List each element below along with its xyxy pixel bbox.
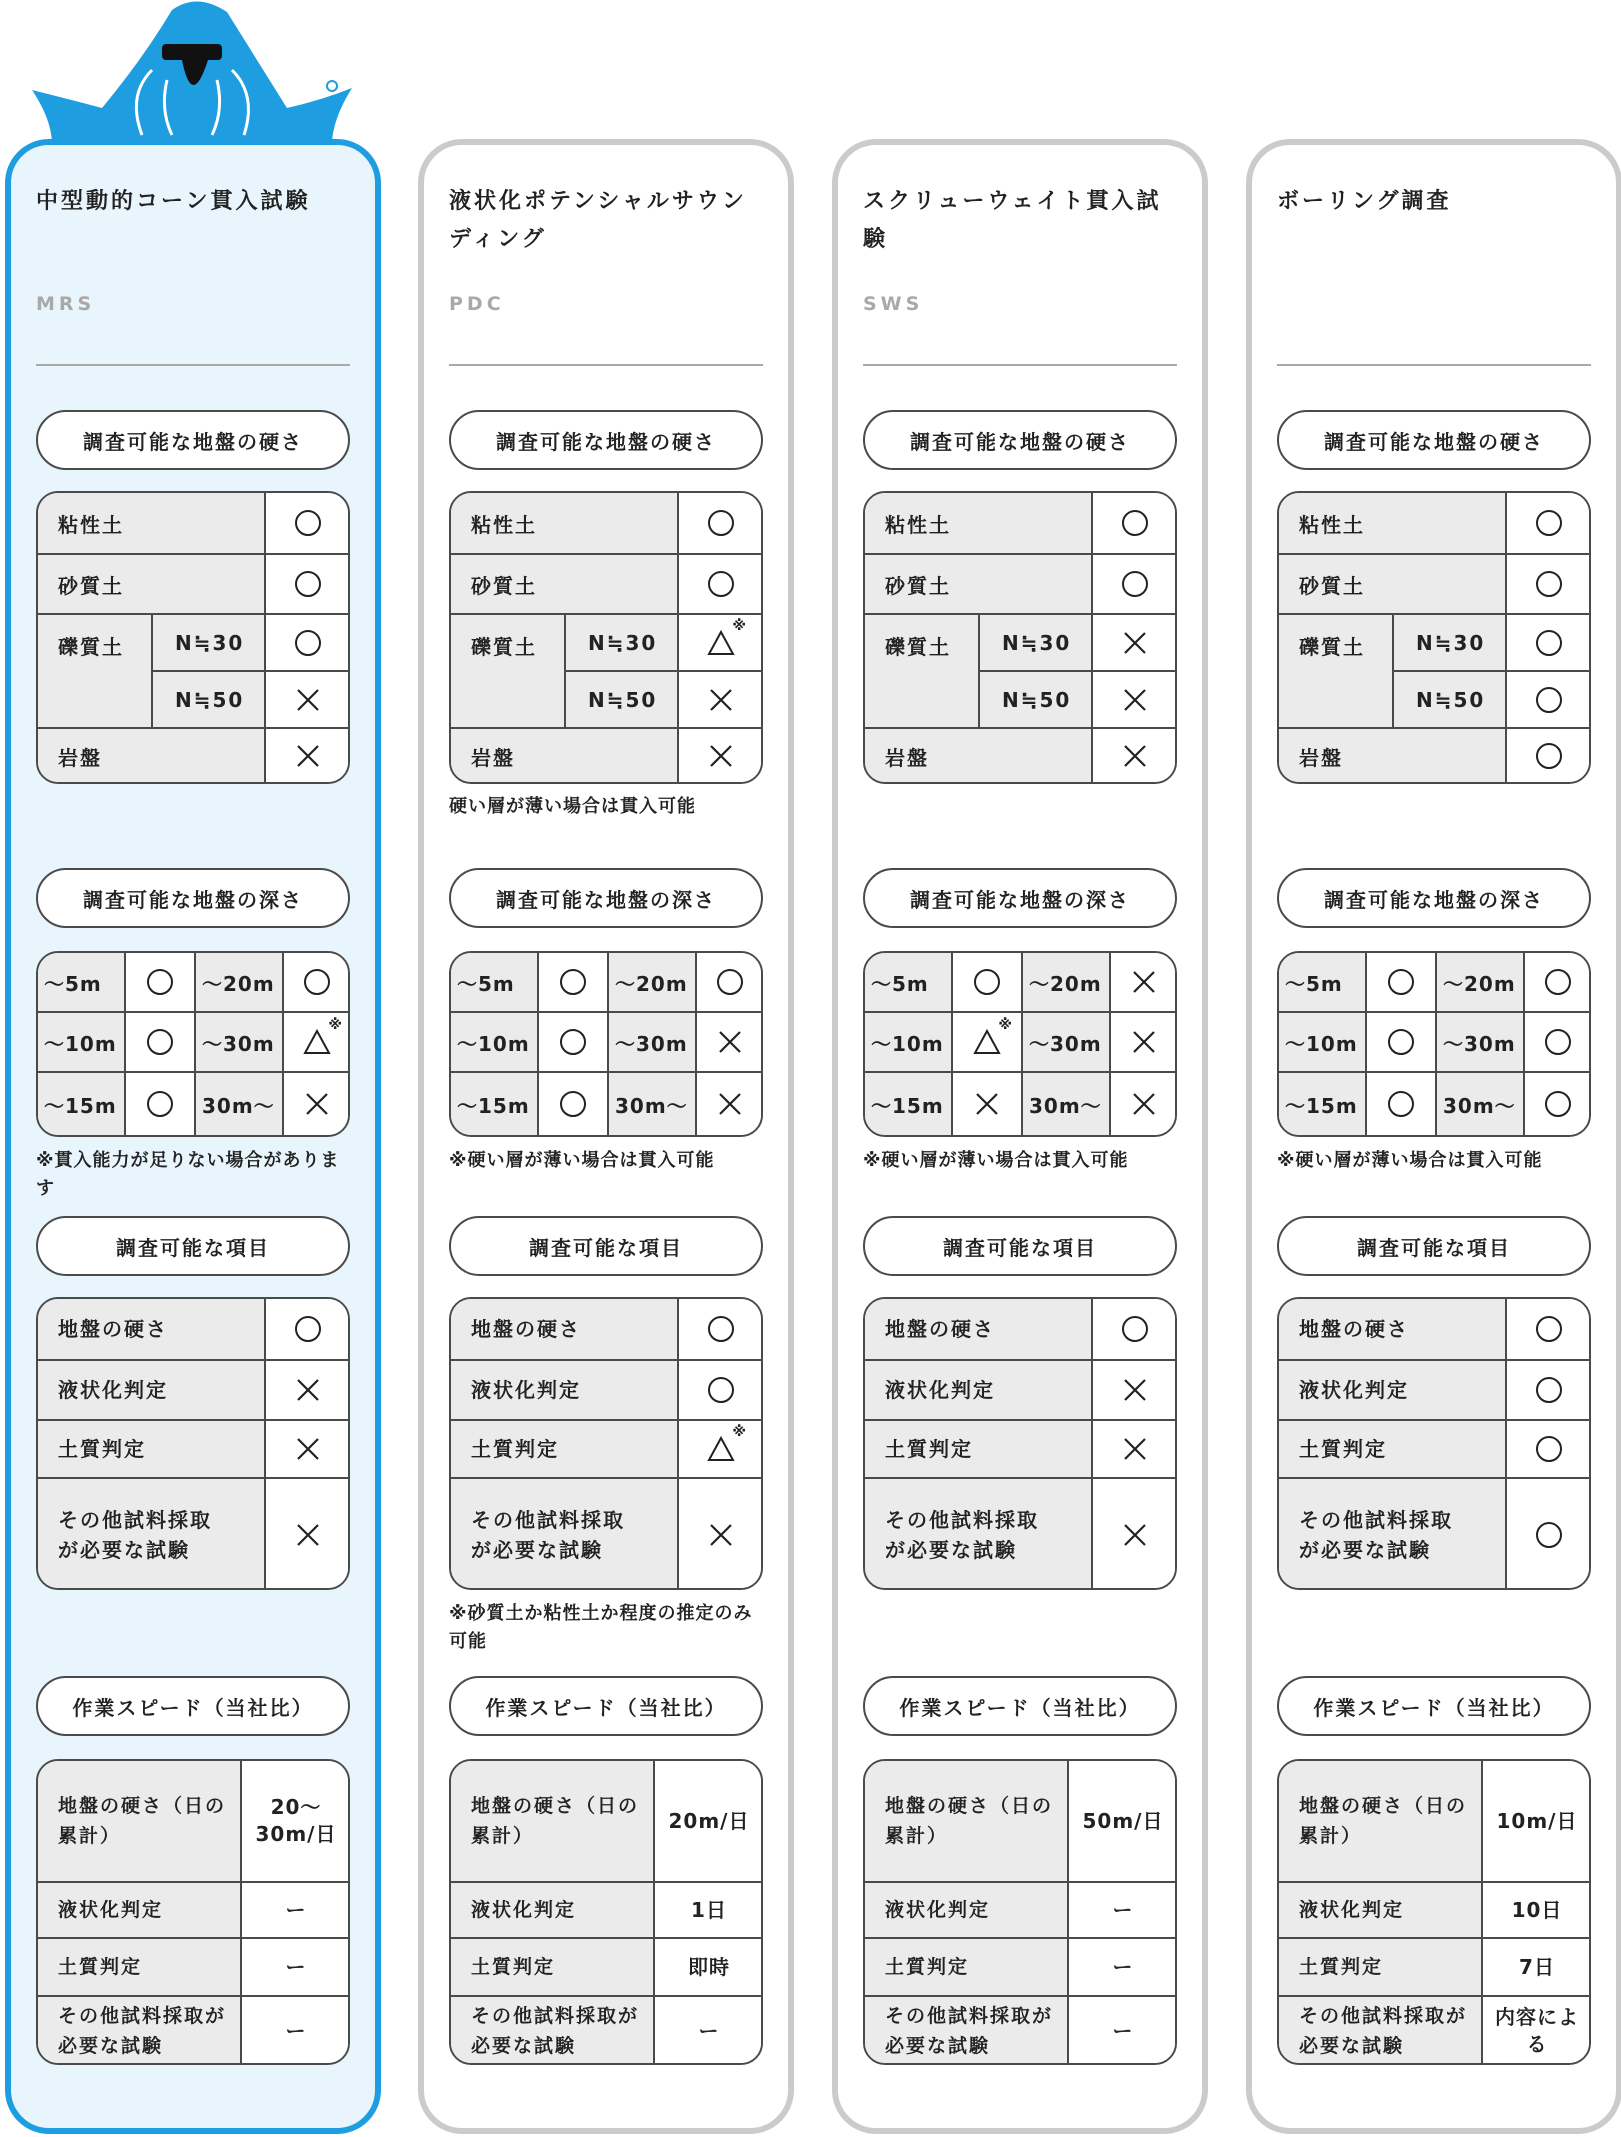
cross-icon (706, 1520, 736, 1550)
items-mark (1093, 1299, 1177, 1361)
items-mark (679, 1421, 763, 1479)
items-mark (679, 1299, 763, 1361)
depth-mark (697, 953, 763, 1013)
speed-table (1277, 1759, 1591, 2065)
depth-table (863, 951, 1177, 1137)
section-header-depth: 調査可能な地盤の深さ (449, 868, 763, 928)
speed-label: 液状化判定 (451, 1883, 655, 1939)
speed-value: ー (242, 1997, 350, 2065)
hardness-label-clay: 粘性土 (451, 493, 679, 555)
depth-label: 〜5m (451, 953, 539, 1013)
items-table (36, 1297, 350, 1590)
hardness-label-n50: N≒50 (566, 672, 679, 729)
cross-icon (293, 685, 323, 715)
items-label: 土質判定 (1279, 1421, 1507, 1479)
depth-mark (697, 1013, 763, 1073)
speed-label: その他試料採取が必要な試験 (1279, 1997, 1483, 2065)
hardness-mark-sand (1093, 555, 1177, 615)
divider (863, 364, 1177, 366)
hardness-mark-n50 (266, 672, 350, 729)
depth-label: 〜20m (609, 953, 697, 1013)
hardness-mark-rock (1507, 729, 1591, 783)
hardness-label-n30: N≒30 (1394, 615, 1507, 672)
hardness-table (1277, 491, 1591, 784)
hardness-label-sand: 砂質土 (38, 555, 266, 615)
speed-table (863, 1759, 1177, 2065)
depth-label: 〜5m (865, 953, 953, 1013)
method-title: 液状化ポテンシャルサウンディング (449, 189, 747, 252)
speed-value: ー (1069, 1997, 1177, 2065)
depth-mark (1525, 1073, 1591, 1135)
depth-mark (126, 1073, 196, 1135)
hardness-table (449, 491, 763, 784)
hardness-table (863, 491, 1177, 784)
hardness-mark-n50 (679, 672, 763, 729)
method-card[interactable] (418, 139, 794, 2134)
depth-mark (284, 953, 350, 1013)
circle-icon (293, 508, 323, 538)
circle-icon (1543, 1027, 1573, 1057)
depth-mark (539, 1013, 609, 1073)
section-header-speed: 作業スピード（当社比） (863, 1676, 1177, 1736)
depth-mark (1111, 1013, 1177, 1073)
hardness-label-clay: 粘性土 (865, 493, 1093, 555)
cross-icon (293, 741, 323, 771)
items-mark (1093, 1479, 1177, 1590)
depth-label: 〜10m (865, 1013, 953, 1073)
depth-label: 〜15m (451, 1073, 539, 1135)
depth-mark (126, 1013, 196, 1073)
cross-icon (706, 741, 736, 771)
items-mark (679, 1479, 763, 1590)
hardness-mark-clay (1507, 493, 1591, 555)
items-label: その他試料採取が必要な試験 (865, 1479, 1093, 1590)
section-header-depth: 調査可能な地盤の深さ (36, 868, 350, 928)
items-mark (266, 1361, 350, 1421)
circle-icon (302, 967, 332, 997)
speed-value: 20m/日 (655, 1761, 763, 1883)
method-code: SWS (863, 293, 924, 315)
depth-label: 〜30m (609, 1013, 697, 1073)
triangle-icon: ※ (972, 1027, 1002, 1057)
depth-mark (697, 1073, 763, 1135)
triangle-icon: ※ (706, 1434, 736, 1464)
items-label: 地盤の硬さ (1279, 1299, 1507, 1361)
section-header-hardness: 調査可能な地盤の硬さ (863, 410, 1177, 470)
depth-label: 〜20m (1023, 953, 1111, 1013)
depth-mark (1525, 1013, 1591, 1073)
items-mark (1507, 1479, 1591, 1590)
depth-mark (539, 1073, 609, 1135)
hardness-mark-n30 (266, 615, 350, 672)
speed-value: ー (655, 1997, 763, 2065)
hardness-label-n30: N≒30 (566, 615, 679, 672)
depth-label: 〜20m (1437, 953, 1525, 1013)
cross-icon (715, 1027, 745, 1057)
hardness-label-n50: N≒50 (1394, 672, 1507, 729)
circle-icon (1543, 1089, 1573, 1119)
circle-icon (1386, 1089, 1416, 1119)
items-label: 液状化判定 (865, 1361, 1093, 1421)
cross-icon (293, 1375, 323, 1405)
cross-icon (1120, 741, 1150, 771)
items-label: 液状化判定 (451, 1361, 679, 1421)
cross-icon (706, 685, 736, 715)
speed-label: 地盤の硬さ（日の累計） (865, 1761, 1069, 1883)
speed-value: 即時 (655, 1939, 763, 1997)
hardness-label-sand: 砂質土 (865, 555, 1093, 615)
hardness-mark-sand (1507, 555, 1591, 615)
items-label: 液状化判定 (38, 1361, 266, 1421)
depth-label: 30m〜 (1023, 1073, 1111, 1135)
hardness-label-clay: 粘性土 (38, 493, 266, 555)
cross-icon (1120, 628, 1150, 658)
hardness-label-n50: N≒50 (980, 672, 1093, 729)
hardness-mark-rock (679, 729, 763, 783)
speed-label: 液状化判定 (865, 1883, 1069, 1939)
speed-value: 20〜30m/日 (242, 1761, 350, 1883)
speed-value: 10m/日 (1483, 1761, 1591, 1883)
section-header-items: 調査可能な項目 (449, 1216, 763, 1276)
hardness-label-gravel: 礫質土 (1279, 615, 1394, 729)
items-mark (1093, 1421, 1177, 1479)
circle-icon (558, 1089, 588, 1119)
speed-label: 土質判定 (38, 1939, 242, 1997)
depth-label: 30m〜 (609, 1073, 697, 1135)
items-mark (679, 1361, 763, 1421)
method-code: PDC (449, 293, 505, 315)
section-header-depth: 調査可能な地盤の深さ (863, 868, 1177, 928)
items-label: 地盤の硬さ (38, 1299, 266, 1361)
speed-label: 地盤の硬さ（日の累計） (38, 1761, 242, 1883)
hardness-label-gravel: 礫質土 (865, 615, 980, 729)
cross-icon (293, 1520, 323, 1550)
circle-icon (706, 569, 736, 599)
depth-label: 30m〜 (196, 1073, 284, 1135)
hardness-label-rock: 岩盤 (38, 729, 266, 783)
mascot-illustration (32, 0, 352, 145)
circle-icon (706, 1314, 736, 1344)
section-header-items: 調査可能な項目 (36, 1216, 350, 1276)
depth-table (1277, 951, 1591, 1137)
hardness-label-n30: N≒30 (980, 615, 1093, 672)
circle-icon (1534, 1375, 1564, 1405)
circle-icon (1120, 569, 1150, 599)
hardness-table (36, 491, 350, 784)
section-header-hardness: 調査可能な地盤の硬さ (36, 410, 350, 470)
hardness-mark-rock (1093, 729, 1177, 783)
speed-label: その他試料採取が必要な試験 (451, 1997, 655, 2065)
depth-label: 〜15m (865, 1073, 953, 1135)
depth-label: 〜15m (1279, 1073, 1367, 1135)
depth-mark (953, 1013, 1023, 1073)
hardness-mark-clay (266, 493, 350, 555)
circle-icon (1534, 1434, 1564, 1464)
circle-icon (972, 967, 1002, 997)
hardness-label-clay: 粘性土 (1279, 493, 1507, 555)
hardness-label-gravel: 礫質土 (38, 615, 153, 729)
depth-label: 〜15m (38, 1073, 126, 1135)
speed-value: ー (242, 1939, 350, 1997)
hardness-mark-n50 (1507, 672, 1591, 729)
depth-label: 〜30m (196, 1013, 284, 1073)
hardness-mark-sand (266, 555, 350, 615)
depth-mark (1111, 953, 1177, 1013)
depth-mark (1367, 1073, 1437, 1135)
cross-icon (1129, 967, 1159, 997)
depth-label: 〜10m (38, 1013, 126, 1073)
circle-icon (1543, 967, 1573, 997)
depth-note: ※硬い層が薄い場合は貫入可能 (863, 1150, 1129, 1171)
hardness-mark-n50 (1093, 672, 1177, 729)
cross-icon (1129, 1089, 1159, 1119)
speed-label: 土質判定 (1279, 1939, 1483, 1997)
hardness-mark-sand (679, 555, 763, 615)
divider (36, 364, 350, 366)
speed-table (449, 1759, 763, 2065)
circle-icon (145, 1089, 175, 1119)
hardness-label-n50: N≒50 (153, 672, 266, 729)
method-title: 中型動的コーン貫入試験 (36, 189, 311, 214)
circle-icon (1120, 1314, 1150, 1344)
circle-icon (145, 967, 175, 997)
hardness-mark-clay (1093, 493, 1177, 555)
section-header-speed: 作業スピード（当社比） (1277, 1676, 1591, 1736)
depth-table (449, 951, 763, 1137)
section-header-depth: 調査可能な地盤の深さ (1277, 868, 1591, 928)
items-note: ※砂質土か粘性土か程度の推定のみ可能 (449, 1603, 753, 1652)
triangle-icon: ※ (302, 1027, 332, 1057)
items-mark (1507, 1361, 1591, 1421)
items-label: 土質判定 (865, 1421, 1093, 1479)
hardness-label-sand: 砂質土 (1279, 555, 1507, 615)
hardness-label-sand: 砂質土 (451, 555, 679, 615)
hardness-label-gravel: 礫質土 (451, 615, 566, 729)
circle-icon (558, 1027, 588, 1057)
circle-icon (145, 1027, 175, 1057)
method-card[interactable] (5, 139, 381, 2134)
speed-label: その他試料採取が必要な試験 (38, 1997, 242, 2065)
speed-value: ー (1069, 1883, 1177, 1939)
depth-label: 〜10m (1279, 1013, 1367, 1073)
speed-label: 土質判定 (451, 1939, 655, 1997)
circle-icon (1534, 628, 1564, 658)
cross-icon (302, 1089, 332, 1119)
circle-icon (1534, 1314, 1564, 1344)
speed-value: 7日 (1483, 1939, 1591, 1997)
cross-icon (1120, 1375, 1150, 1405)
circle-icon (1386, 1027, 1416, 1057)
method-title: スクリューウェイト貫入試験 (863, 189, 1162, 252)
circle-icon (293, 569, 323, 599)
divider (449, 364, 763, 366)
speed-label: 液状化判定 (1279, 1883, 1483, 1939)
hardness-mark-n30 (1093, 615, 1177, 672)
depth-mark (284, 1013, 350, 1073)
circle-icon (1534, 569, 1564, 599)
method-card[interactable] (832, 139, 1208, 2134)
hardness-label-rock: 岩盤 (865, 729, 1093, 783)
hardness-label-rock: 岩盤 (451, 729, 679, 783)
method-title: ボーリング調査 (1277, 189, 1452, 214)
circle-icon (706, 1375, 736, 1405)
hardness-mark-rock (266, 729, 350, 783)
depth-mark (284, 1073, 350, 1135)
depth-mark (1525, 953, 1591, 1013)
speed-label: 土質判定 (865, 1939, 1069, 1997)
circle-icon (706, 508, 736, 538)
items-label: その他試料採取が必要な試験 (1279, 1479, 1507, 1590)
section-header-hardness: 調査可能な地盤の硬さ (449, 410, 763, 470)
circle-icon (1534, 685, 1564, 715)
items-label: 地盤の硬さ (865, 1299, 1093, 1361)
depth-mark (953, 953, 1023, 1013)
hardness-label-n30: N≒30 (153, 615, 266, 672)
speed-label: 地盤の硬さ（日の累計） (451, 1761, 655, 1883)
depth-label: 〜20m (196, 953, 284, 1013)
speed-value: 50m/日 (1069, 1761, 1177, 1883)
depth-note: ※貫入能力が足りない場合があります (36, 1150, 340, 1199)
circle-icon (1534, 1520, 1564, 1550)
section-header-speed: 作業スピード（当社比） (36, 1676, 350, 1736)
depth-label: 〜5m (38, 953, 126, 1013)
depth-label: 〜5m (1279, 953, 1367, 1013)
depth-note: ※硬い層が薄い場合は貫入可能 (449, 1150, 715, 1171)
depth-note: ※硬い層が薄い場合は貫入可能 (1277, 1150, 1543, 1171)
method-card[interactable] (1246, 139, 1621, 2134)
items-label: その他試料採取が必要な試験 (38, 1479, 266, 1590)
depth-mark (1367, 1013, 1437, 1073)
circle-icon (1120, 508, 1150, 538)
depth-label: 〜30m (1023, 1013, 1111, 1073)
cross-icon (1129, 1027, 1159, 1057)
section-header-speed: 作業スピード（当社比） (449, 1676, 763, 1736)
depth-mark (1111, 1073, 1177, 1135)
hardness-mark-n30 (1507, 615, 1591, 672)
depth-table (36, 951, 350, 1137)
hardness-mark-n30 (679, 615, 763, 672)
cross-icon (972, 1089, 1002, 1119)
divider (1277, 364, 1591, 366)
items-mark (1507, 1421, 1591, 1479)
items-label: 土質判定 (451, 1421, 679, 1479)
method-code: MRS (36, 293, 96, 315)
cross-icon (293, 1434, 323, 1464)
items-mark (266, 1421, 350, 1479)
items-mark (266, 1299, 350, 1361)
items-table (1277, 1297, 1591, 1590)
circle-icon (1386, 967, 1416, 997)
items-mark (266, 1479, 350, 1590)
speed-value: ー (1069, 1939, 1177, 1997)
depth-label: 〜10m (451, 1013, 539, 1073)
speed-value: ー (242, 1883, 350, 1939)
circle-icon (715, 967, 745, 997)
triangle-icon: ※ (706, 628, 736, 658)
speed-label: その他試料採取が必要な試験 (865, 1997, 1069, 2065)
depth-mark (126, 953, 196, 1013)
hardness-note: 硬い層が薄い場合は貫入可能 (449, 796, 696, 817)
cross-icon (1120, 1520, 1150, 1550)
depth-mark (539, 953, 609, 1013)
items-table (449, 1297, 763, 1590)
items-mark (1507, 1299, 1591, 1361)
depth-mark (953, 1073, 1023, 1135)
circle-icon (1534, 508, 1564, 538)
circle-icon (1534, 741, 1564, 771)
speed-value: 内容による (1483, 1997, 1591, 2065)
items-label: 液状化判定 (1279, 1361, 1507, 1421)
circle-icon (293, 628, 323, 658)
items-label: その他試料採取が必要な試験 (451, 1479, 679, 1590)
cross-icon (1120, 685, 1150, 715)
section-header-hardness: 調査可能な地盤の硬さ (1277, 410, 1591, 470)
cross-icon (1120, 1434, 1150, 1464)
items-mark (1093, 1361, 1177, 1421)
hardness-mark-clay (679, 493, 763, 555)
items-table (863, 1297, 1177, 1590)
speed-label: 地盤の硬さ（日の累計） (1279, 1761, 1483, 1883)
depth-label: 30m〜 (1437, 1073, 1525, 1135)
items-label: 地盤の硬さ (451, 1299, 679, 1361)
cross-icon (715, 1089, 745, 1119)
items-label: 土質判定 (38, 1421, 266, 1479)
speed-value: 1日 (655, 1883, 763, 1939)
depth-mark (1367, 953, 1437, 1013)
speed-label: 液状化判定 (38, 1883, 242, 1939)
speed-value: 10日 (1483, 1883, 1591, 1939)
hardness-label-rock: 岩盤 (1279, 729, 1507, 783)
section-header-items: 調査可能な項目 (1277, 1216, 1591, 1276)
circle-icon (558, 967, 588, 997)
depth-label: 〜30m (1437, 1013, 1525, 1073)
section-header-items: 調査可能な項目 (863, 1216, 1177, 1276)
circle-icon (293, 1314, 323, 1344)
speed-table (36, 1759, 350, 2065)
